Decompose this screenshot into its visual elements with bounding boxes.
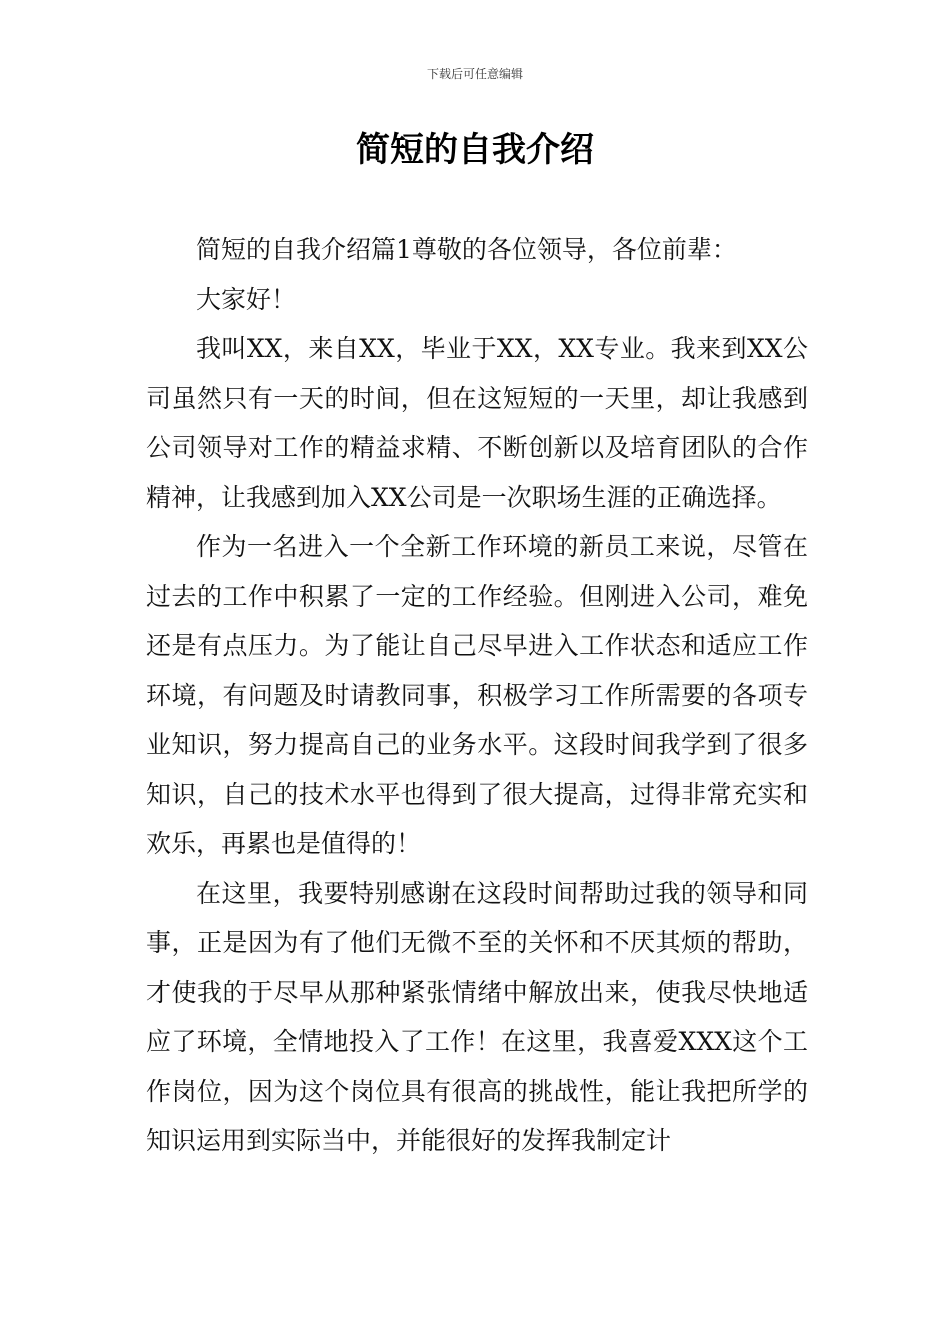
paragraph-hello: 大家好！ (196, 284, 297, 314)
paragraph-greeting: 简短的自我介绍篇1尊敬的各位领导，各位前辈： (196, 235, 737, 264)
paragraph-introduction: 我叫XX，来自XX，毕业于XX，XX专业。我来到XX公司虽然只有一天的时间，但在这短短的一天里，却让我感到公司领导对工作的精益求精、不断创新以及培育团队的合作精神，让我感到加入XX公司是一次职场生涯的正确选择。 (146, 334, 808, 512)
paragraph-work-experience: 作为一名进入一个全新工作环境的新员工来说，尽管在过去的工作中积累了一定的工作经验。但刚进入公司，难免还是有点压力。为了能让自己尽早进入工作状态和适应工作环境，有问题及时请教同事，积极学习工作所需要的各项专业知识，努力提高自己的业务水平。这段时间我学到了很多知识，自己的技术水平也得到了很大提高，过得非常充实和欢乐，再累也是值得的！ (146, 532, 808, 858)
paragraph-thanks: 在这里，我要特别感谢在这段时间帮助过我的领导和同事，正是因为有了他们无微不至的关怀和不厌其烦的帮助，才使我的于尽早从那种紧张情绪中解放出来，使我尽快地适应了环境，全情地投入了工作！在这里，我喜爱XXX这个工作岗位，因为这个岗位具有很高的挑战性，能让我把所学的知识运用到实际当中，并能很好的发挥我制定计 (146, 878, 808, 1155)
document-body (146, 225, 808, 1166)
page-header-note: 下载后可任意编辑 (426, 67, 523, 81)
document-title: 简短的自我介绍 (356, 130, 594, 170)
